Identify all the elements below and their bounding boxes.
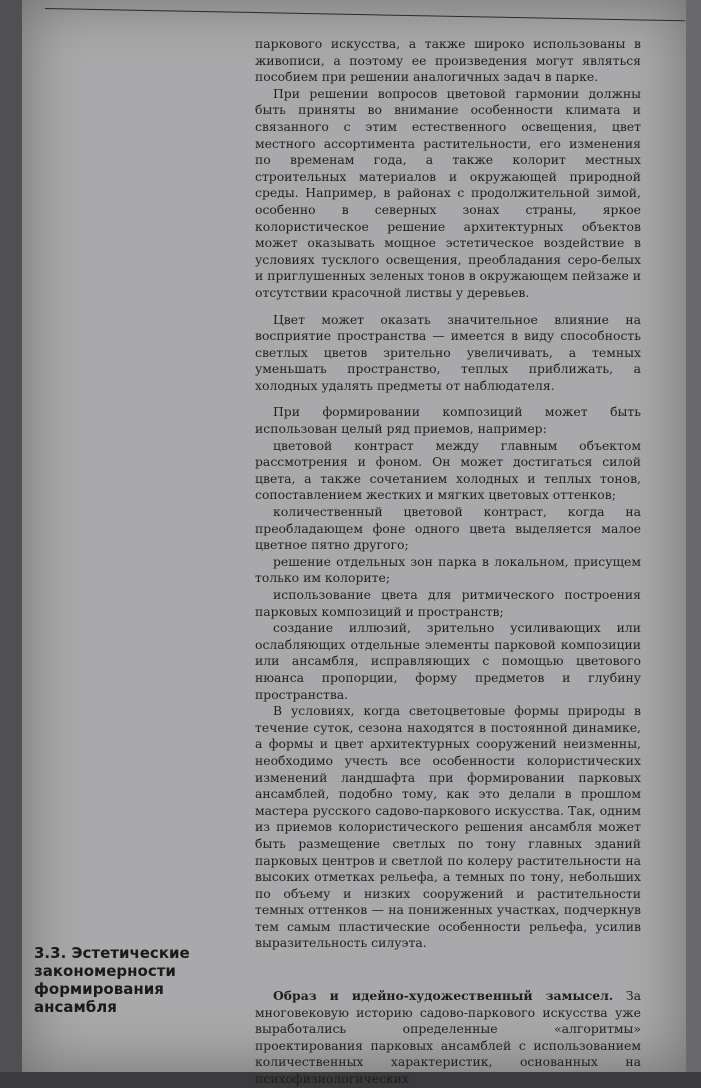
section-paragraph: [255, 988, 641, 1088]
right-page-edge: [686, 0, 701, 1072]
list-item: количественный цветовой контраст, когда на преобладающем фоне одного цвета выделяется малое цветное пятно другого;: [255, 504, 641, 553]
paragraph: В условиях, когда светоцветовые формы природы в течение суток, сезона находятся в постоянной динамике, а формы и цвет архитектурных сооружений неизменны, необходимо учесть все особенности колористических изменений ландшафта при формировании парковых ансамблей, подобно тому, как это делали в прошлом мастера русского садово-паркового искусства. Так, одним из приемов колористического решения ансамбля может быть размещение светлых по тону главных зданий парковых центров и светлой по колеру растительности на высоких отметках рельефа, а темных по тону, небольших по объему и низких сооружений и растительности темных оттенков — на пониженных участках, подчеркнув тем самым пластические особенности рельефа, усилив выразительность силуэта.: [255, 703, 641, 951]
body-text: [255, 36, 641, 1088]
paragraph: При формировании композиций может быть использован целый ряд приемов, например:: [255, 404, 641, 437]
section-text: За многовековую историю садово-паркового искусства уже выработались определенные «алгоритмы» проектирования парковых ансамблей с использованием количественных характеристик, основанных на психофизиологических: [255, 988, 641, 1087]
list-item: использование цвета для ритмического построения парковых композиций и пространств;: [255, 587, 641, 619]
list-item: решение отдельных зон парка в локальном, присущем только им колорите;: [255, 553, 641, 586]
list-item: цветовой контраст между главным объектом рассмотрения и фоном. Он может достигаться силой цвета, а также сочетанием холодных и теплых тонов, сопоставлением жестких и мягких цветовых оттенков;: [255, 437, 641, 503]
run-in-heading: Образ и идейно-художественный замысел.: [273, 988, 614, 1004]
paragraph: Цвет может оказать значительное влияние на восприятие пространства — имеется в виду способность светлых цветов зрительно увеличивать, а темных уменьшать пространство, теплых приближать, а холодных удалять предметы от наблюдателя.: [255, 311, 641, 393]
left-page-edge: [0, 0, 22, 1072]
list-item: создание иллюзий, зрительно усиливающих или ослабляющих отдельные элементы парковой композиции или ансамбля, исправляющих с помощью цветового нюанса пропорции, форму предметов и глубину пространства.: [255, 620, 641, 702]
section-heading: 3.3. Эстетические закономерности формирования ансамбля: [34, 944, 190, 1016]
paragraph: паркового искусства, а также широко использованы в живописи, а поэтому ее произведения могут являться пособием при решении аналогичных задач в парке.: [255, 36, 641, 85]
paragraph: При решении вопросов цветовой гармонии должны быть приняты во внимание особенности климата и связанного с этим естественного освещения, цвет местного ассортимента растительности, его изменения по временам года, а также колорит местных строительных материалов и окружающей природной среды. Например, в районах с продолжительной зимой, особенно в северных зонах страны, яркое колористическое решение архитектурных объектов может оказывать мощное эстетическое воздействие в условиях тусклого освещения, преобладания серо-белых и приглушенных зеленых тонов в окружающем пейзаже и отсутствии красочной листвы у деревьев.: [255, 85, 642, 300]
